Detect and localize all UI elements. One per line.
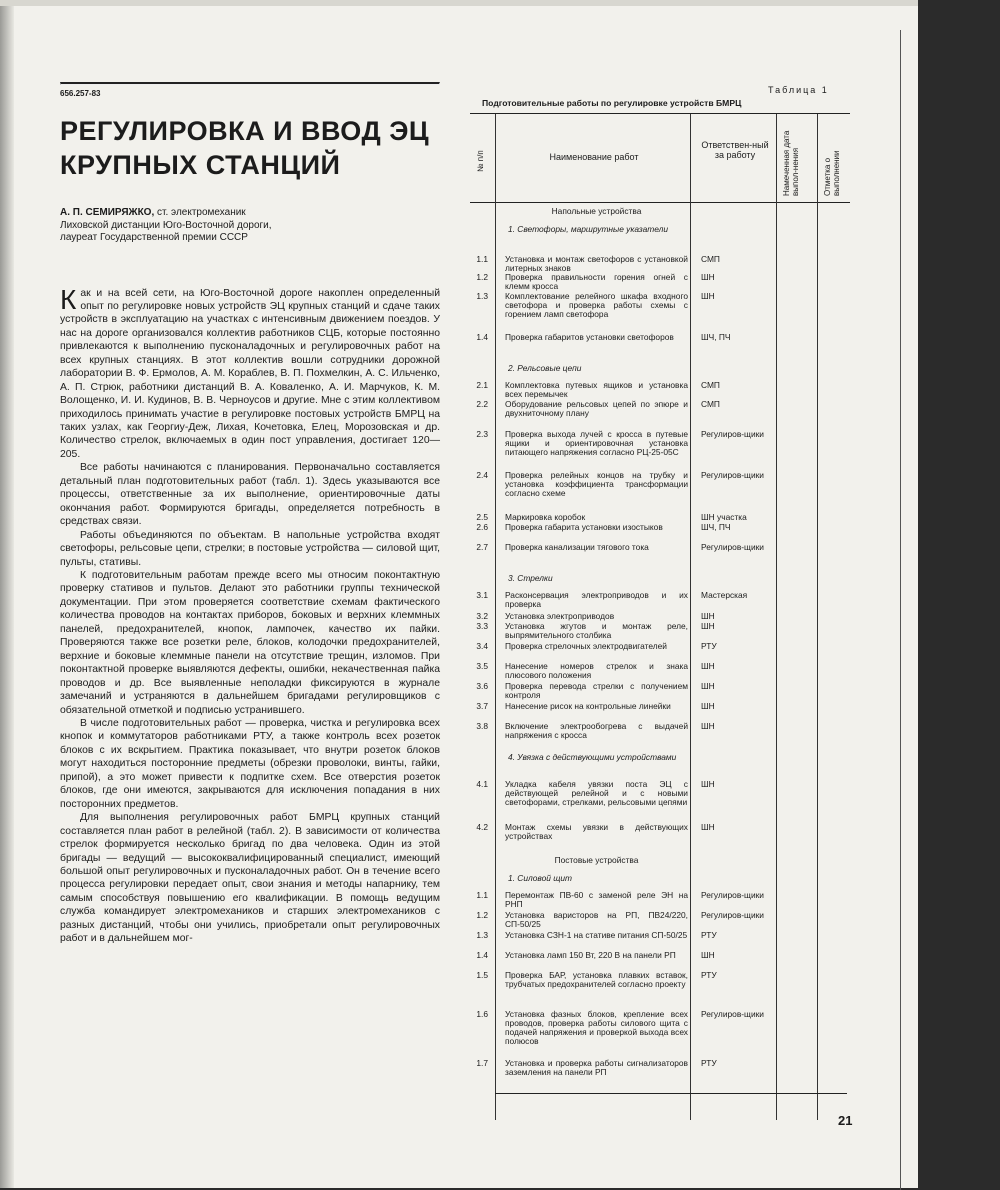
row-number: 1.3 bbox=[476, 291, 488, 301]
row-number: 1.2 bbox=[476, 272, 488, 282]
subsection-heading: 3. Стрелки bbox=[508, 573, 553, 583]
header-responsible: Ответствен-ный за работу bbox=[701, 140, 769, 160]
row-number: 1.4 bbox=[476, 950, 488, 960]
udc-code: 656.257-83 bbox=[60, 89, 101, 98]
row-responsible: ШН bbox=[701, 950, 715, 960]
header-mark: Отметка о выполнении bbox=[823, 150, 841, 196]
row-number: 1.3 bbox=[476, 930, 488, 940]
row-responsible: ШЧ, ПЧ bbox=[701, 332, 731, 342]
row-work: Расконсервация электроприводов и их проверка bbox=[505, 590, 688, 610]
row-responsible: РТУ bbox=[701, 1058, 717, 1068]
author-name: А. П. СЕМИРЯЖКО, bbox=[60, 207, 155, 218]
row-responsible: ШН bbox=[701, 701, 715, 711]
row-number: 2.3 bbox=[476, 429, 488, 439]
author-line-2: Лиховской дистанции Юго-Восточной дороги, bbox=[60, 219, 272, 231]
row-number: 3.3 bbox=[476, 621, 488, 631]
row-work: Комплектовка путевых ящиков и установка всех перемычек bbox=[505, 380, 688, 400]
header-num: № п/п bbox=[476, 150, 485, 172]
row-responsible: ШН bbox=[701, 272, 715, 282]
paragraph: Все работы начинаются с планирования. Первоначально составляется детальный план подготовительных работ (табл. 1). Здесь указываются все процессы, ответственные за их выполнение, ориентировочные даты окончания работ. Формируются бригады, определяется потребность в средствах связи. bbox=[60, 462, 440, 528]
title-line-2: КРУПНЫХ СТАНЦИЙ bbox=[60, 150, 341, 180]
row-responsible: Регулиров-щики bbox=[701, 1009, 764, 1019]
row-responsible: ШН bbox=[701, 721, 715, 731]
row-work: Монтаж схемы увязки в действующих устройствах bbox=[505, 822, 688, 842]
table-label: Таблица 1 bbox=[768, 85, 829, 95]
row-number: 3.8 bbox=[476, 721, 488, 731]
row-work: Установка и монтаж светофоров с установкой литерных знаков bbox=[505, 254, 688, 274]
row-number: 1.4 bbox=[476, 332, 488, 342]
subsection-heading: 1. Силовой щит bbox=[508, 873, 572, 883]
row-number: 2.7 bbox=[476, 542, 488, 552]
row-responsible: ШН bbox=[701, 611, 715, 621]
subsection-heading: 2. Рельсовые цепи bbox=[508, 363, 582, 373]
row-work: Проверка выхода лучей с кросса в путевые ящики и ориентировочная установка питающего напряжения согласно РЦ-25-05С bbox=[505, 429, 688, 458]
row-number: 1.1 bbox=[476, 890, 488, 900]
paragraph: К подготовительным работам прежде всего мы относим поконтактную проверку стативов и пультов. Делают это работники группы технической документации. При этом проверяется соответствие схемам фактического количества проводов на контактах приборов, боковых и верхних клеммных панелей, предохранителей, кнопок, лампочек, качество их пайки. Проверяются также все розетки реле, блоков, колодочки предохранителей, верхние и боковые клеммные панели на отсутствие трещин, изломов. При поконтактной проверке выявляются дефекты, ошибки, некачественная пайка проводов и др. Все выявленные неполадки фиксируются в журнале замечаний и устраняются в дальнейшем бригадами регулировщиков с обязательной отметкой и подписью устранившего. bbox=[60, 570, 440, 716]
row-responsible: Регулиров-щики bbox=[701, 429, 764, 439]
row-work: Проверка релейных концов на трубку и установка коэффициента трансформации согласно схеме bbox=[505, 470, 688, 499]
row-responsible: ШН участка bbox=[701, 512, 747, 522]
row-work: Проверка БАР, установка плавких вставок, трубчатых предохранителей согласно проекту bbox=[505, 970, 688, 990]
row-work: Включение электрообогрева с выдачей напряжения с кросса bbox=[505, 721, 688, 741]
section-heading: Постовые устройства bbox=[554, 855, 639, 865]
article-title bbox=[60, 114, 440, 182]
subsection-heading: 4. Увязка с действующими устройствами bbox=[508, 752, 677, 762]
row-responsible: ШН bbox=[701, 291, 715, 301]
row-work: Проверка правильности горения огней с клемм кросса bbox=[505, 272, 688, 292]
paragraph: В числе подготовительных работ — проверка, чистка и регулировка всех кнопок и коммутаторов работниками РТУ, а также контроль всех розеток блоков с их вскрытием. Практика показывает, что внутри розеток блоков могут находиться посторонние предметы (обрезки проволоки, винты, гайки, припой), а это может привести к подпитке схем. Все отверстия розеток блоков, где они имеются, закрываются для исключения попадания в них посторонних предметов. bbox=[60, 718, 440, 810]
row-responsible: ШЧ, ПЧ bbox=[701, 522, 731, 532]
row-responsible: Регулиров-щики bbox=[701, 470, 764, 480]
row-work: Установка варисторов на РП, ПВ24/220, СП-50/25 bbox=[505, 910, 688, 930]
row-work: Проверка габаритов установки светофоров bbox=[505, 332, 674, 342]
row-number: 2.2 bbox=[476, 399, 488, 409]
title-line-1: РЕГУЛИРОВКА И ВВОД ЭЦ bbox=[60, 116, 430, 146]
row-number: 3.6 bbox=[476, 681, 488, 691]
row-responsible: Мастерская bbox=[701, 590, 748, 600]
row-responsible: ШН bbox=[701, 822, 715, 832]
row-responsible: ШН bbox=[701, 661, 715, 671]
row-work: Проверка габарита установки изостыков bbox=[505, 522, 663, 532]
row-responsible: РТУ bbox=[701, 970, 717, 980]
row-responsible: РТУ bbox=[701, 930, 717, 940]
row-number: 3.7 bbox=[476, 701, 488, 711]
row-responsible: СМП bbox=[701, 380, 720, 390]
row-work: Установка фазных блоков, крепление всех проводов, проверка работы силового щита с подачей напряжения и проверкой выхода всех полюсов bbox=[505, 1009, 688, 1047]
row-work: Проверка стрелочных электродвигателей bbox=[505, 641, 667, 651]
row-number: 2.1 bbox=[476, 380, 488, 390]
subsection-heading: 1. Светофоры, маршрутные указатели bbox=[508, 224, 668, 234]
row-work: Установка жгутов и монтаж реле, выпрямительного столбика bbox=[505, 621, 688, 641]
row-responsible: РТУ bbox=[701, 641, 717, 651]
row-work: Укладка кабеля увязки поста ЭЦ с действующей релейной и с новыми светофорами, стрелками, рельсовыми цепями bbox=[505, 779, 688, 808]
row-responsible: СМП bbox=[701, 254, 720, 264]
right-margin-rule bbox=[900, 30, 901, 1190]
row-number: 3.4 bbox=[476, 641, 488, 651]
row-responsible: ШН bbox=[701, 681, 715, 691]
row-number: 3.5 bbox=[476, 661, 488, 671]
row-responsible: СМП bbox=[701, 399, 720, 409]
author-block bbox=[60, 207, 440, 245]
row-responsible: Регулиров-щики bbox=[701, 890, 764, 900]
row-work: Нанесение номеров стрелок и знака плюсового положения bbox=[505, 661, 688, 681]
header-name: Наименование работ bbox=[549, 152, 639, 162]
page-number: 21 bbox=[838, 1113, 853, 1128]
paragraph bbox=[60, 283, 440, 462]
row-number: 3.1 bbox=[476, 590, 488, 600]
row-work: Установка электроприводов bbox=[505, 611, 615, 621]
row-number: 4.2 bbox=[476, 822, 488, 832]
paragraph-text: ак и на всей сети, на Юго-Восточной дороге накоплен определенный опыт по регулировке новых устройств ЭЦ крупных станций и сдаче таких устройств в эксплуатацию на участках с интенсивным движением поездов. У нас на дороге организовался коллектив работников СЦБ, которые постоянно привлекаются к выполнению пусконаладочных и регулировочных работ на всех крупных станциях. В этот коллектив вошли сотрудники дорожной лаборатории В. Ф. Ермолов, А. М. Кораблев, В. П. Похмелкин, А. С. Ильченко, А. П. Стрюк, работники дистанций В. А. Коваленко, А. И. Марчуков, К. М. Волощенко, И. И. Кудинов, В. В. Черноусов и другие. Мне с этим коллективом приходилось принимать участие в регулировке постовых устройств БМРЦ на таких узлах, как Георгиу-Деж, Лихая, Кочетовка, Елец, Морозовская и др. Количество стрелок, включаемых в один пост управления, достигает 120—205. bbox=[60, 287, 440, 460]
row-work: Комплектование релейного шкафа входного светофора и проверка работы схемы с горением ламп светофора bbox=[505, 291, 688, 320]
author-role: ст. электромеханик bbox=[154, 207, 246, 218]
header-date: Намеченная дата выпол-нения bbox=[782, 130, 800, 196]
row-work: Установка ламп 150 Вт, 220 В на панели РП bbox=[505, 950, 676, 960]
article-column bbox=[60, 82, 440, 946]
paragraph: Работы объединяются по объектам. В напольные устройства входят светофоры, рельсовые цепи, стрелки; в постовые устройства — силовой щит, пульты, стативы. bbox=[60, 529, 440, 568]
table-body bbox=[470, 203, 850, 1093]
row-work: Маркировка коробок bbox=[505, 512, 586, 522]
row-number: 1.7 bbox=[476, 1058, 488, 1068]
row-work: Нанесение рисок на контрольные линейки bbox=[505, 701, 671, 711]
row-responsible: ШН bbox=[701, 621, 715, 631]
article-body bbox=[60, 283, 440, 946]
author-line-1 bbox=[60, 207, 440, 220]
drop-cap: К bbox=[60, 283, 77, 315]
paragraph: Для выполнения регулировочных работ БМРЦ крупных станций составляется план работ в релейной (табл. 2). В зависимости от количества стрелок формируется несколько бригад по два человека. Один из этой бригады — ведущий — высококвалифицированный специалист, имеющий большой опыт регулировочных и пусконаладочных работ. Он в течение всего процесса регулировки передает опыт, свои знания и методы напарнику, тем самым способствуя повышению его квалификации. В помощь ведущим служба командирует электромехаников и старших электромехаников с разных дистанций, чтобы они учились, приобретали опыт регулировочных работ и в дальнейшем мог- bbox=[60, 812, 440, 945]
scan-edge-shadow bbox=[0, 0, 14, 1188]
table-header bbox=[470, 113, 850, 203]
row-number: 1.5 bbox=[476, 970, 488, 980]
row-number: 1.1 bbox=[476, 254, 488, 264]
row-number: 1.6 bbox=[476, 1009, 488, 1019]
row-work: Установка СЗН-1 на стативе питания СП-50/25 bbox=[505, 930, 688, 940]
row-work: Установка и проверка работы сигнализаторов заземления на панели РП bbox=[505, 1058, 688, 1078]
author-line-3: лауреат Государственной премии СССР bbox=[60, 232, 248, 243]
scan-top-edge bbox=[0, 0, 918, 6]
row-responsible: ШН bbox=[701, 779, 715, 789]
row-responsible: Регулиров-щики bbox=[701, 542, 764, 552]
row-work: Проверка перевода стрелки с получением контроля bbox=[505, 681, 688, 701]
section-heading: Напольные устройства bbox=[551, 206, 642, 216]
row-number: 4.1 bbox=[476, 779, 488, 789]
row-number: 2.6 bbox=[476, 522, 488, 532]
row-number: 1.2 bbox=[476, 910, 488, 920]
row-work: Проверка канализации тягового тока bbox=[505, 542, 649, 552]
top-rule bbox=[60, 82, 440, 85]
table-caption: Подготовительные работы по регулировке устройств БМРЦ bbox=[482, 98, 742, 108]
table-bottom-rule bbox=[495, 1093, 847, 1094]
row-number: 2.4 bbox=[476, 470, 488, 480]
row-responsible: Регулиров-щики bbox=[701, 910, 764, 920]
row-work: Оборудование рельсовых цепей по эпюре и двухниточному плану bbox=[505, 399, 688, 419]
row-number: 2.5 bbox=[476, 512, 488, 522]
row-work: Перемонтаж ПВ-60 с заменой реле ЭН на РНП bbox=[505, 890, 688, 910]
row-number: 3.2 bbox=[476, 611, 488, 621]
